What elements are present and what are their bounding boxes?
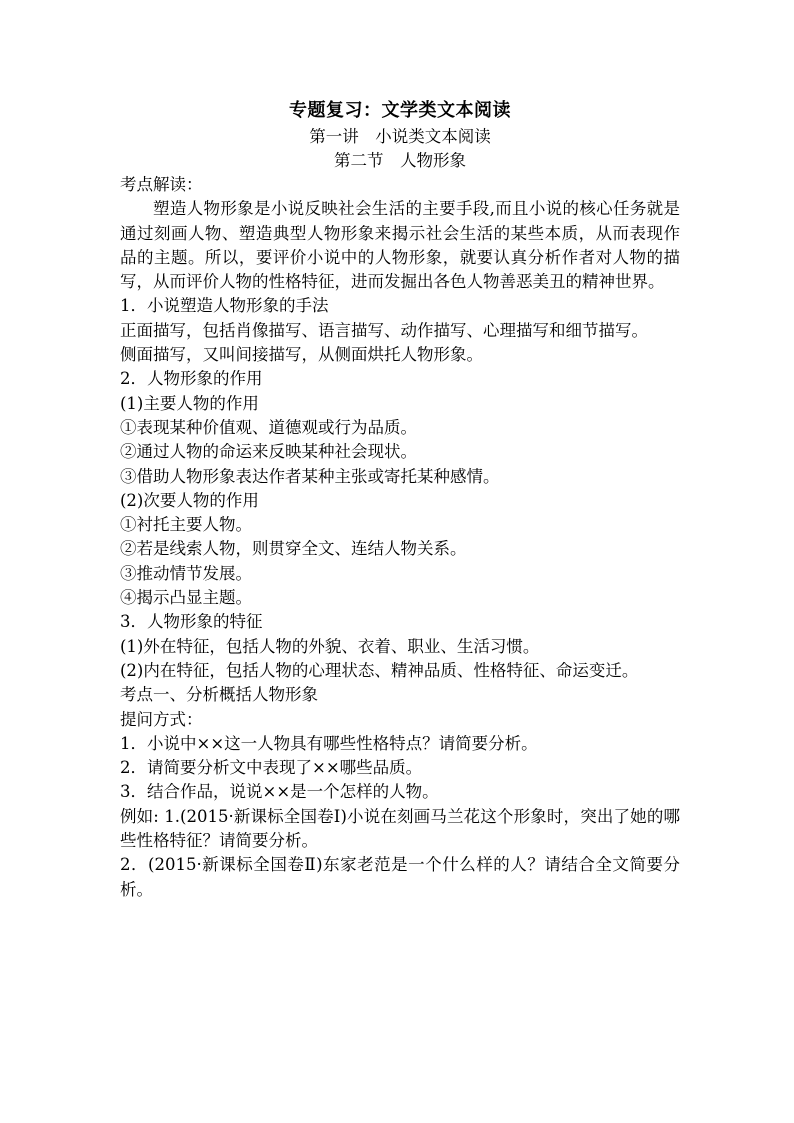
point1-heading: 考点一、分析概括人物形象 <box>120 685 318 705</box>
list-item: ②若是线索人物，则贯穿全文、连结人物关系。 <box>120 539 467 559</box>
list-item: ①衬托主要人物。 <box>120 515 252 535</box>
list-item: ②通过人物的命运来反映某种社会现状。 <box>120 442 417 462</box>
example-2: 2．(2015·新课标全国卷Ⅱ)东家老范是一个什么样的人？请结合全文简要分析。 <box>120 855 680 899</box>
question-item: 1．小说中××这一人物具有哪些性格特点？请简要分析。 <box>120 733 538 753</box>
list-item: ④揭示凸显主题。 <box>120 588 252 608</box>
ask-label: 提问方式： <box>120 709 203 729</box>
main-roles-heading: (1)主要人物的作用 <box>120 393 259 413</box>
indirect-description: 侧面描写，又叫间接描写，从侧面烘托人物形象。 <box>120 345 483 365</box>
roles-heading: 2．人物形象的作用 <box>120 369 263 389</box>
features-heading: 3．人物形象的特征 <box>120 612 263 632</box>
list-item: ③推动情节发展。 <box>120 563 252 583</box>
intro-heading: 考点解读： <box>120 175 203 194</box>
outer-features: (1)外在特征，包括人物的外貌、衣着、职业、生活习惯。 <box>120 636 540 656</box>
section-heading: 第二节 人物形象 <box>334 151 466 170</box>
minor-roles-heading: (2)次要人物的作用 <box>120 490 259 510</box>
question-item: 2．请简要分析文中表现了××哪些品质。 <box>120 758 423 778</box>
document-body <box>120 97 680 902</box>
lecture-heading: 第一讲 小说类文本阅读 <box>309 127 491 146</box>
inner-features: (2)内在特征，包括人物的心理状态、精神品质、性格特征、命运变迁。 <box>120 660 639 680</box>
list-item: ③借助人物形象表达作者某种主张或寄托某种感情。 <box>120 466 500 486</box>
question-item: 3．结合作品，说说××是一个怎样的人物。 <box>120 782 439 802</box>
techniques-heading: 1．小说塑造人物形象的手法 <box>120 296 329 316</box>
list-item: ①表现某种价值观、道德观或行为品质。 <box>120 417 417 437</box>
example-1: 例如: 1.(2015·新课标全国卷Ⅰ)小说在刻画马兰花这个形象时，突出了她的哪些性格特征？请简要分析。 <box>120 806 680 851</box>
intro-paragraph: 塑造人物形象是小说反映社会生活的主要手段,而且小说的核心任务就是通过刻画人物、塑造典型人物形象来揭示社会生活的某些本质，从而表现作品的主题。所以，要评价小说中的人物形象，就要认真分析作者对人物的描写，从而评价人物的性格特征，进而发掘出各色人物善恶美丑的精神世界。 <box>120 199 680 292</box>
document-title: 专题复习：文学类文本阅读 <box>289 100 511 121</box>
direct-description: 正面描写，包括肖像描写、语言描写、动作描写、心理描写和细节描写。 <box>120 320 648 340</box>
